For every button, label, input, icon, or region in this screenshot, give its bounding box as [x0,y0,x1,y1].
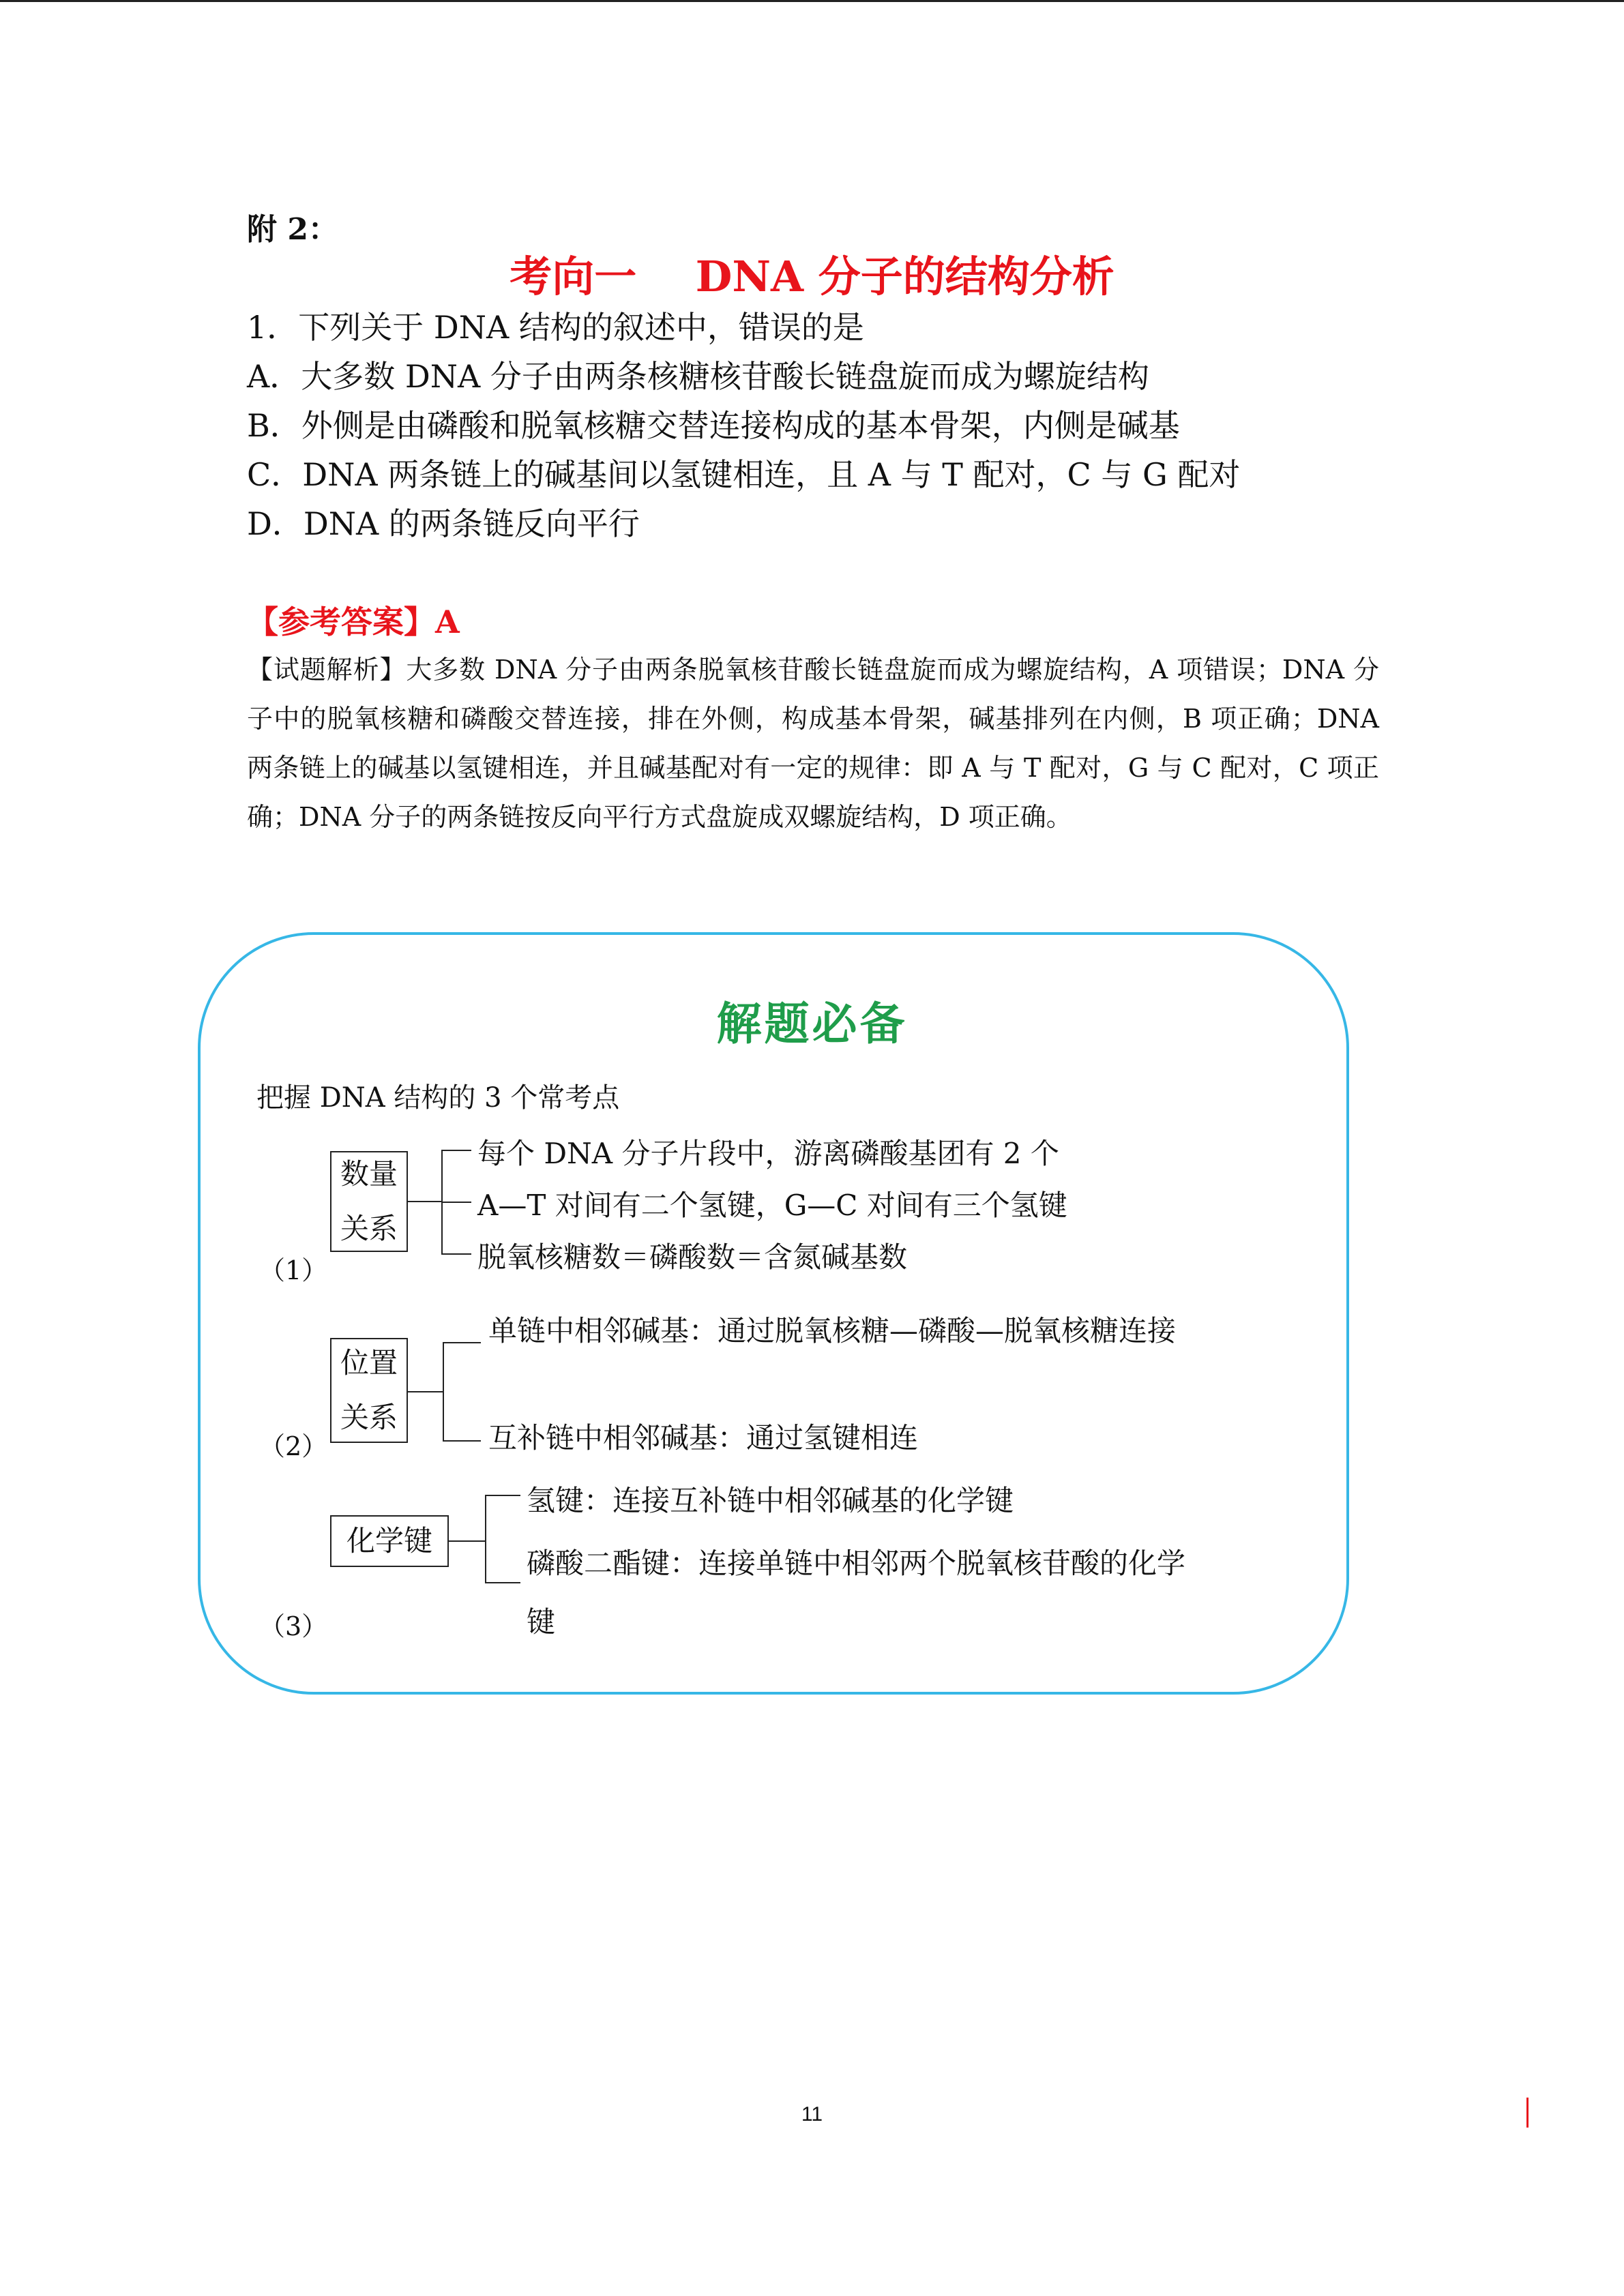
branch-text: 每个 DNA 分子片段中，游离磷酸基团有 2 个 [477,1137,1059,1170]
branch-text: A—T 对间有二个氢键，G—C 对间有三个氢键 [477,1189,1067,1222]
connector-line [408,1391,443,1392]
bracket-tick [443,1342,481,1343]
option-c: C．DNA 两条链上的碱基间以氢键相连，且 A 与 T 配对，C 与 G 配对 [247,456,1241,493]
group-number: （3） [259,1611,328,1641]
section-heading: 考向一 DNA 分子的结构分析 [510,252,1114,301]
bracket-tick [443,1440,481,1442]
bracket-tick [441,1150,471,1151]
connector-line [408,1201,442,1202]
branch-text: 单链中相邻碱基：通过脱氧核糖—磷酸—脱氧核糖连接 [488,1314,1177,1347]
branch-text: 氢键：连接互补链中相邻碱基的化学键 [527,1484,1014,1517]
question-stem: 1．下列关于 DNA 结构的叙述中，错误的是 [247,309,864,346]
option-b: B．外侧是由磷酸和脱氧核糖交替连接构成的基本骨架，内侧是碱基 [247,407,1180,444]
bracket-tick [485,1495,520,1496]
group-number: （1） [259,1255,328,1285]
bracket-line [443,1342,444,1442]
page-number: 11 [801,2103,823,2126]
bracket-line [485,1495,486,1583]
option-d: D．DNA 的两条链反向平行 [247,505,640,542]
group-label-box: 数量 关系 [330,1151,408,1252]
bracket-tick [485,1582,520,1583]
group-label-box: 化学键 [330,1515,449,1567]
bracket-tick [441,1202,471,1203]
top-border-line [0,0,1624,2]
appendix-label: 附 2： [247,212,338,247]
reference-answer: 【参考答案】A [247,603,460,640]
branch-text: 脱氧核糖数＝磷酸数＝含氮碱基数 [477,1240,908,1274]
margin-marker [1526,2098,1529,2128]
tips-panel-title: 解题必备 [716,997,908,1050]
branch-text: 互补链中相邻碱基：通过氢键相连 [488,1421,919,1455]
branch-text: 磷酸二酯键：连接单链中相邻两个脱氧核苷酸的化学键 [527,1547,1186,1639]
group-number: （2） [259,1431,328,1461]
bracket-tick [441,1253,471,1255]
tips-panel-intro: 把握 DNA 结构的 3 个常考点 [256,1082,620,1114]
connector-line [449,1540,486,1542]
group-label-box: 位置 关系 [330,1338,408,1443]
option-a: A．大多数 DNA 分子由两条核糖核苷酸长链盘旋而成为螺旋结构 [247,358,1149,395]
answer-analysis: 【试题解析】大多数 DNA 分子由两条脱氧核苷酸长链盘旋而成为螺旋结构，A 项错误；DNA 分子中的脱氧核糖和磷酸交替连接，排在外侧，构成基本骨架，碱基排列在内侧，B 项正确；DNA 两条链上的碱基以氢键相连，并且碱基配对有一定的规律：即 A 与 T 配对，G 与 C 配对，C 项正确；DNA 分子的两条链按反向平行方式盘旋成双螺旋结构，D 项正确。 [247,655,1379,832]
